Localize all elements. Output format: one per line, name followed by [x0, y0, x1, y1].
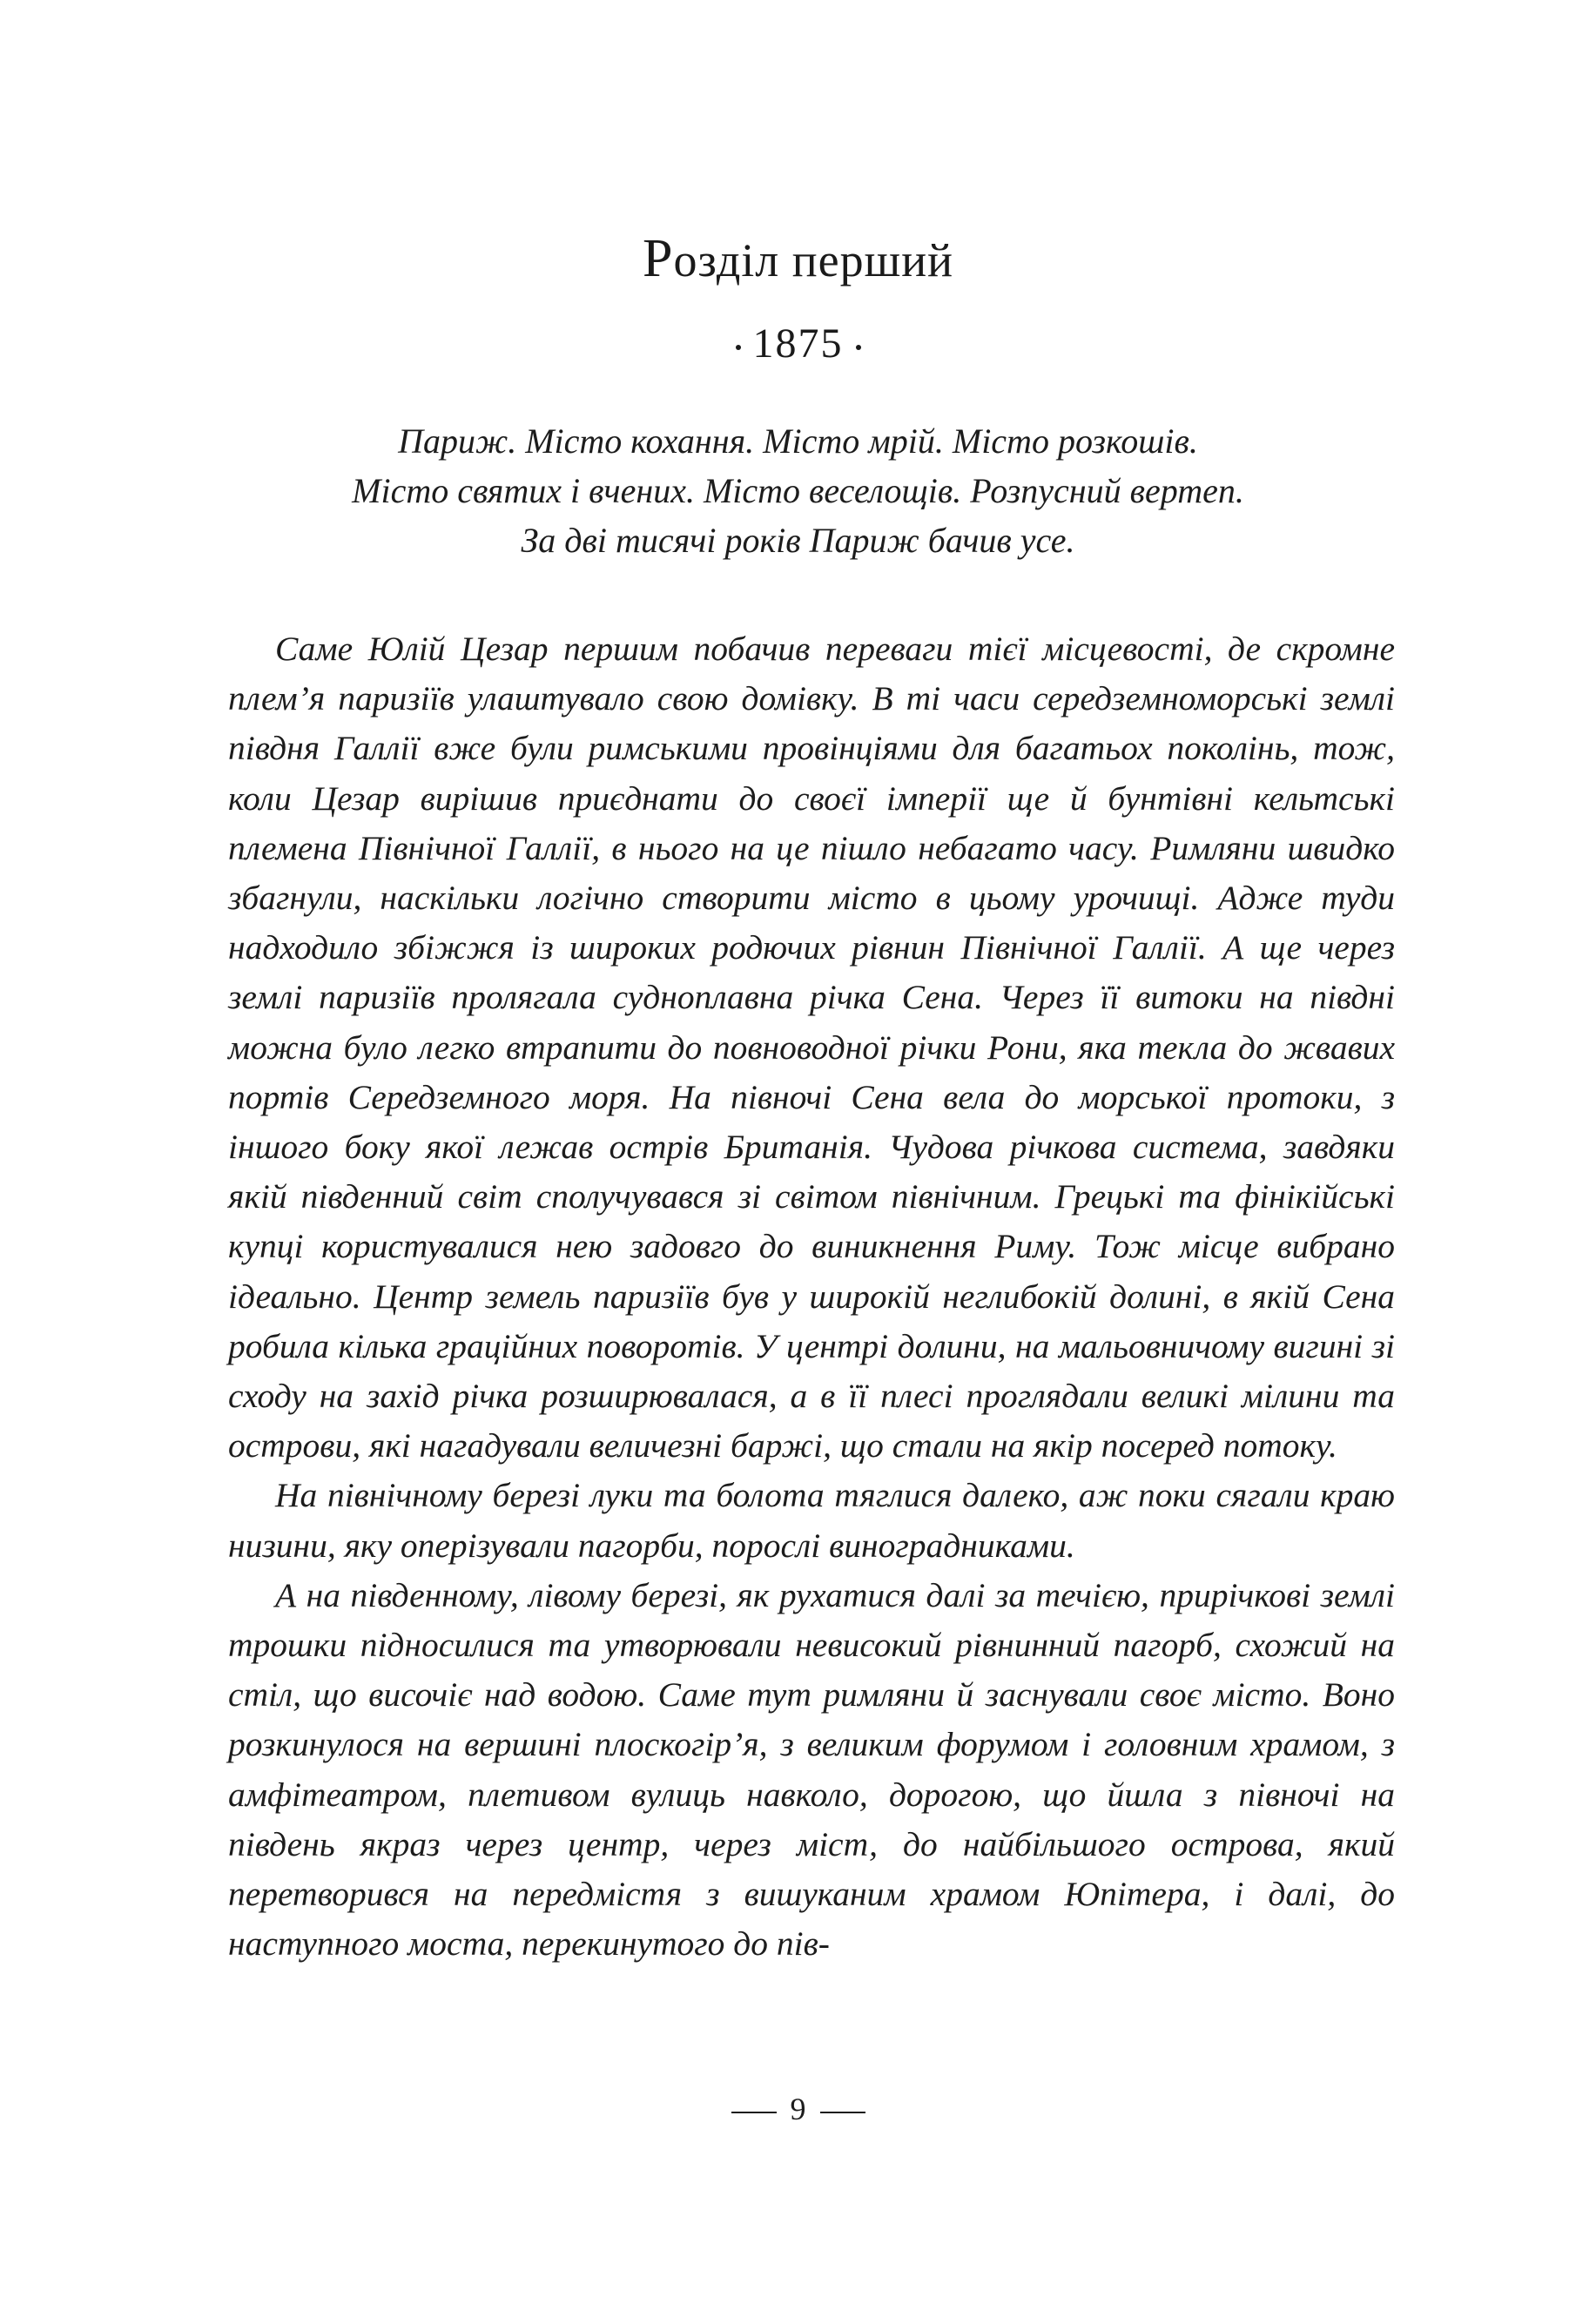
page-number-dash-right — [820, 2112, 865, 2113]
epigraph — [0, 416, 1596, 565]
page-number-text: 9 — [790, 2092, 806, 2126]
epigraph-line: Париж. Місто кохання. Місто мрій. Місто розкошів. — [398, 421, 1198, 461]
page-number — [0, 2090, 1596, 2128]
chapter-title — [0, 228, 1596, 291]
epigraph-line: Місто святих і вчених. Місто веселощів. Розпусний вертеп. — [352, 471, 1244, 510]
body-paragraph: Саме Юлій Цезар першим побачив переваги тієї місцевості, де скромне плем’я паризіїв улаштувало свою домівку. В ті часи середземноморські землі півдня Галлії вже були римськими провінціями для багатьох поколінь, тож, коли Цезар вирішив приєднати до своєї імперії ще й бунтівні кельтські племена Північної Галлії, в нього на це пішло небагато часу. Римляни швидко збагнули, наскільки логічно створити місто в цьому урочищі. Адже туди надходило збіжжя із широких родючих рівнин Північної Галлії. А ще через землі паризіїв пролягала судноплавна річка Сена. Через її витоки на півдні можна було легко втрапити до повноводної річки Рони, яка текла до жвавих портів Середземного моря. На півночі Сена вела до морської протоки, з іншого боку якої лежав острів Британія. Чудова річкова система, завдяки якій південний світ сполучувався зі світом північним. Грецькі та фінікійські купці користувалися нею задовго до виникнення Риму. Тож місце вибрано ідеально. Центр земель паризіїв був у широкій неглибокій долині, в якій Сена робила кілька граційних поворотів. У центрі долини, на мальовничому вигині зі сходу на захід річка розширювалася, а в її плесі проглядали великі мілини та острови, які нагадували величезні баржі, що стали на якір посеред потоку. — [228, 630, 1395, 1465]
body-paragraph: А на південному, лівому березі, як рухатися далі за течією, прирічкові землі трошки підносилися та утворювали невисокий рівнинний пагорб, схожий на стіл, що височіє над водою. Саме тут римляни й заснували своє місто. Воно розкинулося на вершині плоскогір’я, з великим форумом і головним храмом, з амфітеатром, плетивом вулиць навколо, дорогою, що йшла з півночі на південь якраз через центр, через міст, до найбільшого острова, який перетворився на передмістя з вишуканим храмом Юпітера, і далі, до наступного моста, перекинутого до пів- — [228, 1575, 1395, 1964]
body-paragraph: На північному березі луки та болота тяглися далеко, аж поки сягали краю низини, яку оперізували пагорби, порослі виноградниками. — [228, 1476, 1395, 1565]
ornament-dot-left — [736, 345, 741, 350]
chapter-title-rest: озділ перший — [673, 234, 953, 286]
ornament-dot-right — [856, 345, 861, 350]
chapter-year-text: 1875 — [752, 320, 844, 367]
page-number-dash-left — [731, 2112, 777, 2113]
chapter-title-initial: Р — [642, 229, 674, 288]
epigraph-line: За дві тисячі років Париж бачив усе. — [521, 521, 1075, 560]
body-text — [228, 624, 1395, 1969]
chapter-year — [0, 318, 1596, 370]
